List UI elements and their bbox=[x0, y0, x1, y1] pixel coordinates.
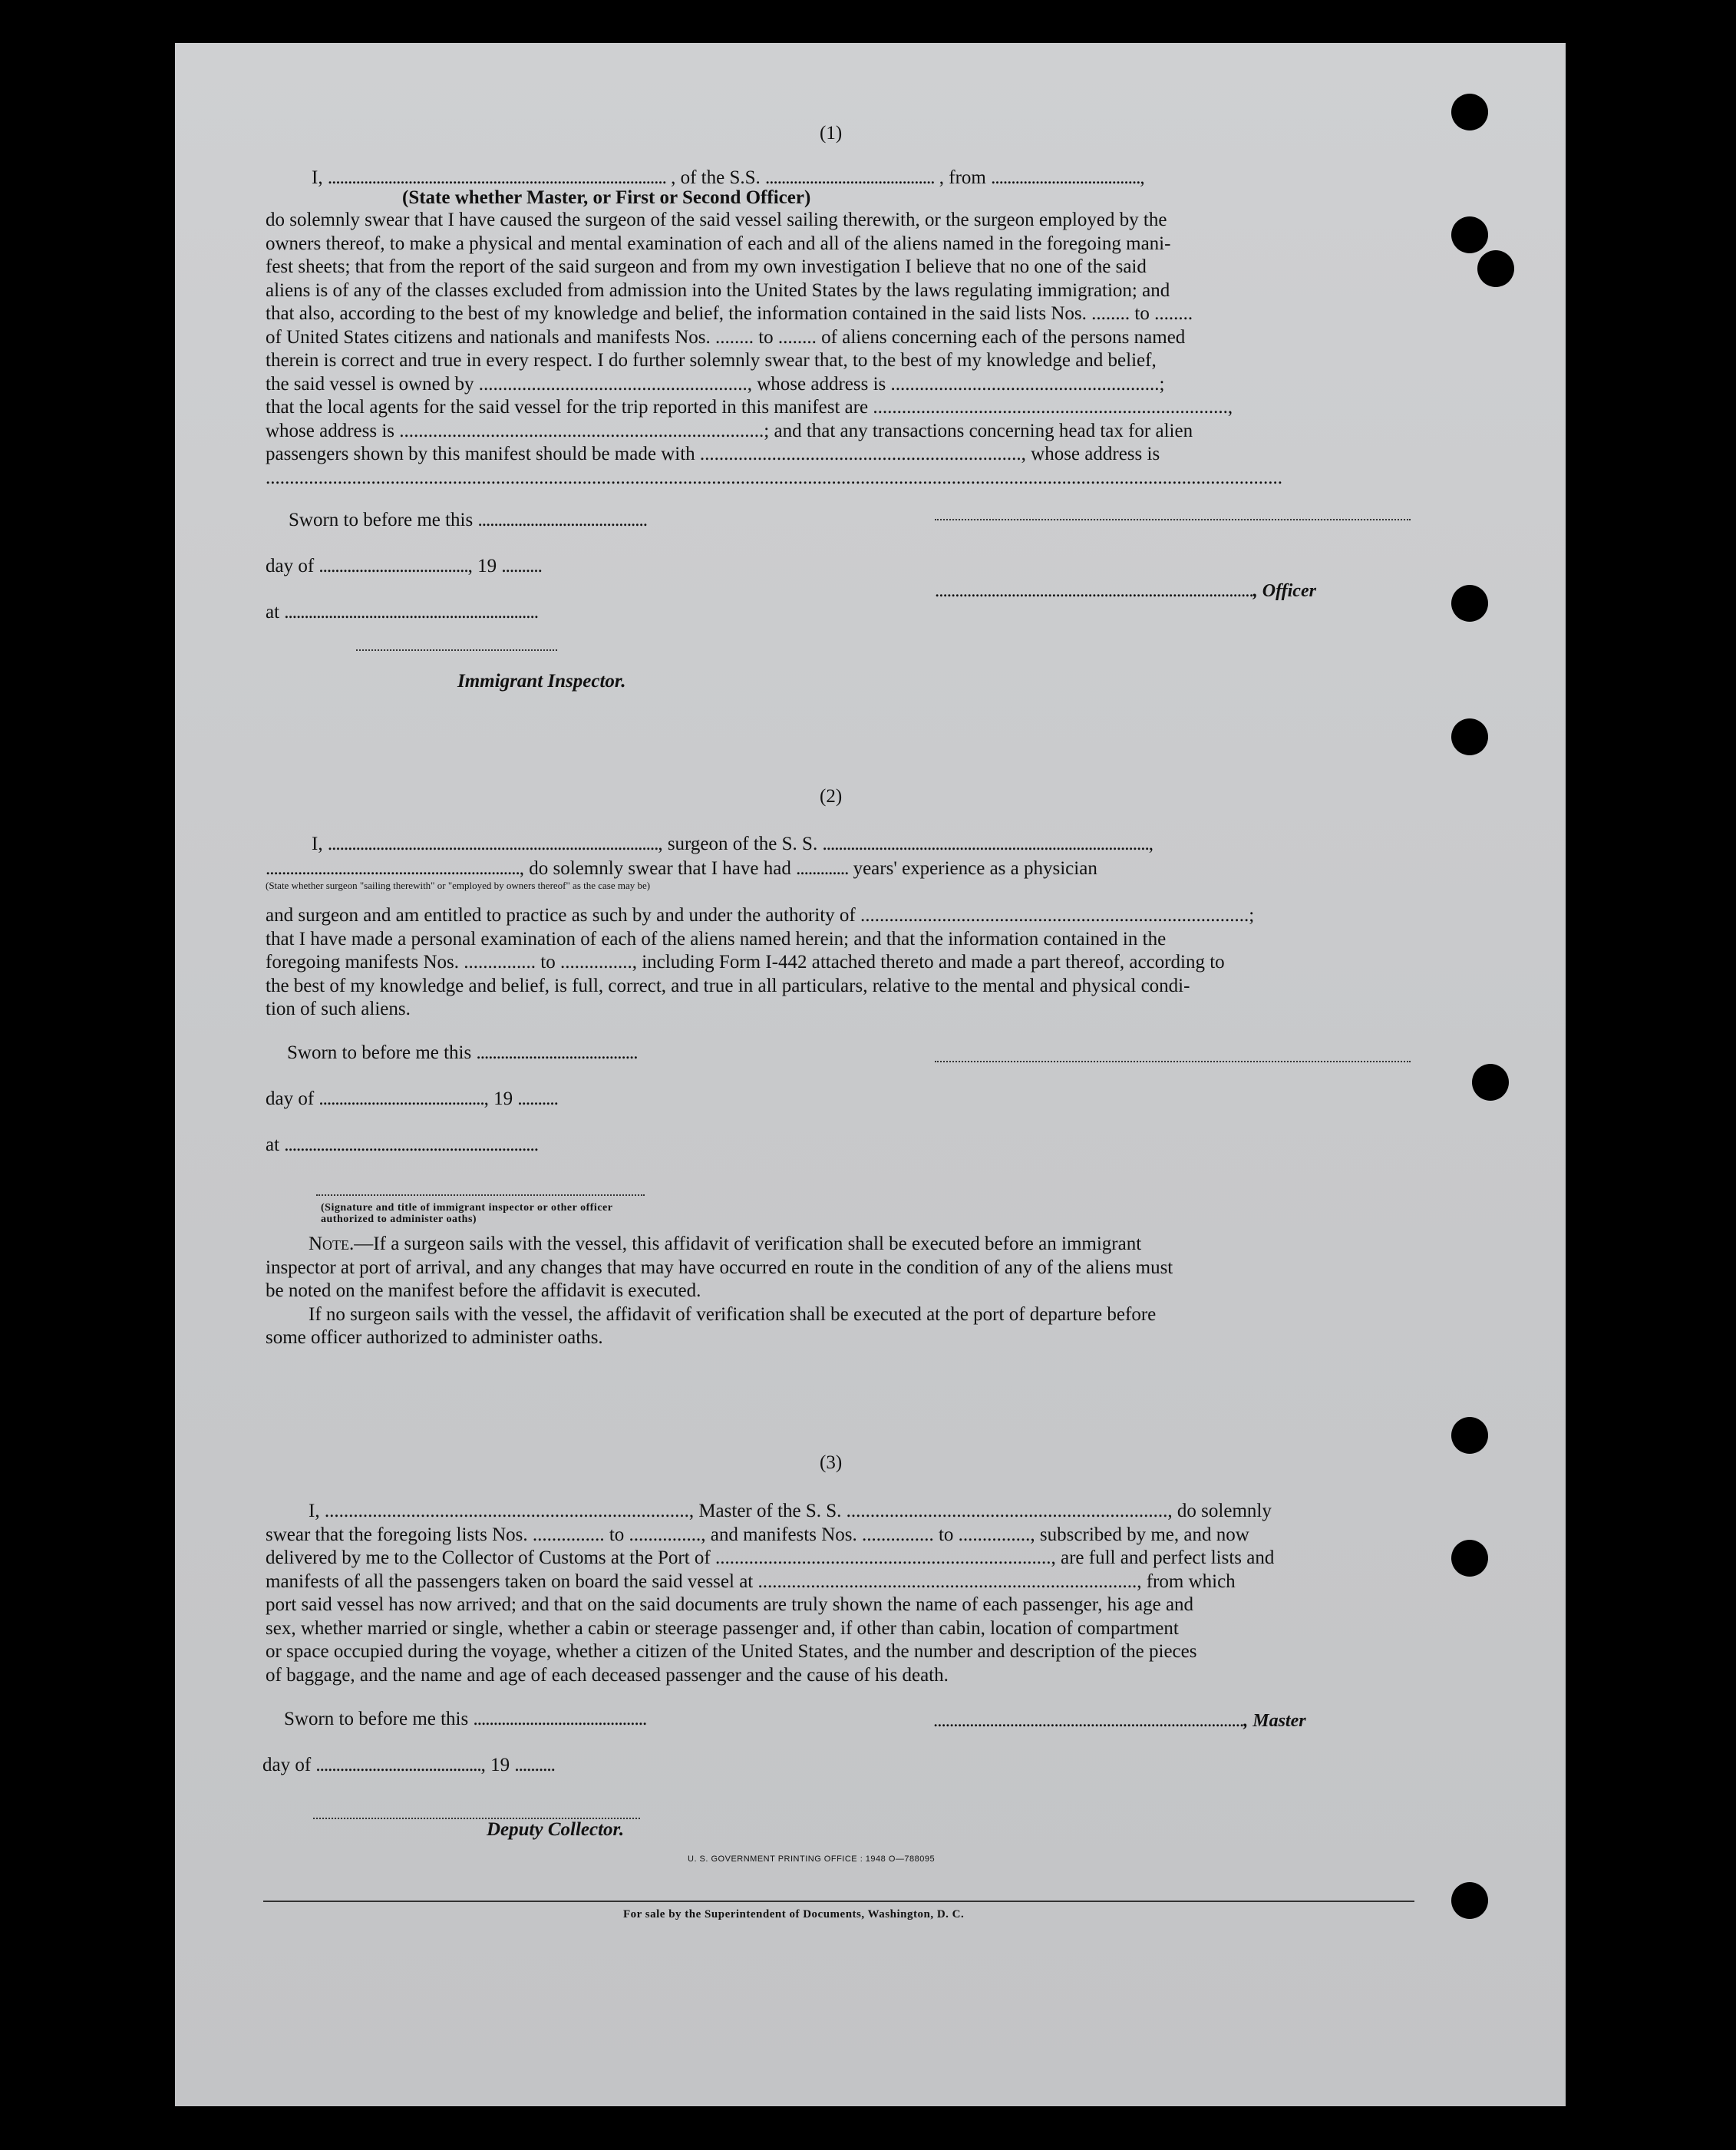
day-of-label: day of bbox=[262, 1755, 312, 1775]
punch-hole bbox=[1451, 585, 1488, 622]
body-line: therein is correct and true in every respect. I do further solemnly swear that, to the best of my knowledge and belief, bbox=[266, 350, 1157, 371]
surgeon-of-label: , surgeon of the S. S. bbox=[658, 834, 818, 854]
year-label: , 19 bbox=[480, 1755, 510, 1775]
note-line: If no surgeon sails with the vessel, the affidavit of verification shall be executed at the port of departure before bbox=[309, 1303, 1157, 1325]
day-field[interactable]: ......................................... bbox=[315, 1755, 481, 1775]
day-row-2 bbox=[266, 1088, 558, 1110]
body-line: that I have made a personal examination of each of the aliens named herein; and that the information contained in the bbox=[266, 928, 1167, 950]
body-line: owners thereof, to make a physical and mental examination of each and all of the aliens named in the foregoing mani- bbox=[266, 233, 1171, 254]
master-label: , Master bbox=[1243, 1711, 1306, 1731]
body-line: the best of my knowledge and belief, is full, correct, and true in all particulars, relative to the mental and physical condi- bbox=[266, 975, 1190, 996]
body-line: aliens is of any of the classes excluded from admission into the United States by the laws regulating immigration; and bbox=[266, 279, 1170, 301]
section-3-body bbox=[266, 1500, 1417, 1687]
section-2-lead: I, bbox=[312, 834, 323, 854]
inspector-signature-line[interactable] bbox=[356, 649, 557, 651]
day-row-3 bbox=[262, 1755, 555, 1776]
sworn-label: Sworn to before me this bbox=[287, 1042, 472, 1063]
years-field[interactable]: ............. bbox=[796, 858, 849, 879]
master-row bbox=[933, 1710, 1306, 1732]
note-paragraph bbox=[266, 1233, 1417, 1350]
surgeon-type-field[interactable]: ............................................................... bbox=[266, 858, 520, 879]
punch-hole bbox=[1451, 1540, 1488, 1577]
body-line: or space occupied during the voyage, whether a citizen of the United States, and the number and description of the pieces bbox=[266, 1641, 1197, 1662]
punch-hole bbox=[1451, 216, 1488, 253]
sworn-row-2 bbox=[287, 1042, 637, 1064]
note-line: be noted on the manifest before the affidavit is executed. bbox=[266, 1280, 701, 1301]
surgeon-vessel-field[interactable]: ................................................................................., bbox=[822, 834, 1153, 854]
sworn-date-field[interactable]: .......................................... bbox=[477, 510, 647, 530]
body-line: tion of such aliens. bbox=[266, 999, 411, 1019]
body-line: port said vessel has now arrived; and that on the said documents are truly shown the name of each passenger, his age and bbox=[266, 1594, 1194, 1615]
note-line: some officer authorized to administer oaths. bbox=[266, 1327, 603, 1348]
body-line: do solemnly swear that I have caused the surgeon of the said vessel sailing therewith, or the surgeon employed by the bbox=[266, 210, 1167, 230]
immigrant-inspector-label: Immigrant Inspector. bbox=[457, 671, 626, 692]
sworn-date-field[interactable]: ........................................... bbox=[473, 1709, 647, 1729]
day-row-1 bbox=[266, 556, 542, 577]
at-field[interactable]: ............................................................... bbox=[284, 602, 539, 623]
inspector-signature-line-2[interactable] bbox=[316, 1194, 645, 1196]
sale-notice: For sale by the Superintendent of Documents, Washington, D. C. bbox=[623, 1908, 965, 1920]
day-field[interactable]: ..................................... bbox=[318, 556, 468, 576]
body-line: .................................................................................................................................................................................................................... bbox=[266, 467, 1282, 488]
officer-signature-field[interactable]: ............................................................................... bbox=[935, 580, 1253, 601]
punch-hole bbox=[1451, 718, 1488, 755]
note-line bbox=[266, 1233, 1417, 1257]
body-line: fest sheets; that from the report of the said surgeon and from my own investigation I believe that no one of the said bbox=[266, 256, 1147, 277]
gpo-imprint: U. S. GOVERNMENT PRINTING OFFICE : 1948 O—788095 bbox=[688, 1854, 936, 1864]
year-field[interactable]: .......... bbox=[501, 556, 542, 576]
years-label: years' experience as a physician bbox=[853, 858, 1097, 879]
signature-title-note: (Signature and title of immigrant inspector or other officer authorized to administer oaths) bbox=[321, 1202, 613, 1225]
body-line: sex, whether married or single, whether a cabin or steerage passenger and, if other than cabin, location of compartment bbox=[266, 1617, 1179, 1639]
body-line: and surgeon and am entitled to practice as such by and under the authority of .................................................................................; bbox=[266, 905, 1255, 926]
sworn-label: Sworn to before me this bbox=[284, 1709, 469, 1729]
day-of-label: day of bbox=[266, 556, 315, 576]
swear-label: , do solemnly swear that I have had bbox=[519, 858, 791, 879]
master-note: (State whether Master, or First or Second Officer) bbox=[402, 187, 811, 208]
section-2-body bbox=[266, 904, 1417, 1022]
body-line: foregoing manifests Nos. ............... to ..............., including Form I-442 attached thereto and made a part thereof, according to bbox=[266, 952, 1225, 973]
master-signature-field[interactable]: ............................................................................. bbox=[933, 1710, 1244, 1731]
punch-hole bbox=[1451, 94, 1488, 130]
footer-rule bbox=[263, 1901, 1414, 1902]
punch-hole bbox=[1472, 1064, 1509, 1101]
at-row-1 bbox=[266, 602, 538, 623]
deputy-collector-label: Deputy Collector. bbox=[487, 1819, 625, 1840]
section-2-number: (2) bbox=[820, 786, 843, 807]
vessel-name-field[interactable]: .......................................... bbox=[765, 167, 935, 188]
body-line: swear that the foregoing lists Nos. ............... to ..............., and manifests Nos. ............... to ..............., subscribed by me, and now bbox=[266, 1524, 1249, 1545]
note-label: Note. bbox=[309, 1234, 355, 1254]
sworn-label: Sworn to before me this bbox=[289, 510, 474, 530]
sworn-row-3 bbox=[284, 1709, 646, 1730]
body-line: that the local agents for the said vessel for the trip reported in this manifest are .........................................................................., bbox=[266, 397, 1233, 418]
surgeon-signature-line[interactable] bbox=[935, 1061, 1411, 1062]
body-line: whose address is ............................................................................; and that any transactions concerning head tax for alien bbox=[266, 420, 1193, 441]
year-label: , 19 bbox=[467, 556, 497, 576]
sworn-row-1 bbox=[289, 510, 647, 531]
section-1-first-line bbox=[312, 167, 1144, 189]
manifest-page bbox=[175, 43, 1566, 2106]
day-field[interactable]: ......................................... bbox=[318, 1088, 484, 1109]
section-2-second-line bbox=[266, 858, 1097, 880]
note-line: inspector at port of arrival, and any changes that may have occurred en route in the condition of any of the aliens must bbox=[266, 1257, 1173, 1278]
body-line: delivered by me to the Collector of Customs at the Port of ......................................................................, are full and perfect lists and bbox=[266, 1547, 1275, 1568]
body-line: manifests of all the passengers taken on board the said vessel at ..............................................................................., from which bbox=[266, 1570, 1236, 1592]
day-of-label: day of bbox=[266, 1088, 315, 1109]
punch-hole bbox=[1477, 250, 1514, 287]
section-1-lead: I, bbox=[312, 167, 323, 188]
section-2-first-line bbox=[312, 834, 1153, 855]
section-1-number: (1) bbox=[820, 123, 843, 144]
section-1-body bbox=[266, 209, 1417, 490]
year-field[interactable]: .......... bbox=[514, 1755, 555, 1775]
at-label: at bbox=[266, 1134, 280, 1155]
officer-label: , Officer bbox=[1252, 581, 1316, 601]
body-line: that also, according to the best of my knowledge and belief, the information contained in the said lists Nos. ........ to ........ bbox=[266, 303, 1193, 324]
of-ss-label: , of the S.S. bbox=[671, 167, 761, 188]
year-field[interactable]: .......... bbox=[517, 1088, 558, 1109]
punch-hole bbox=[1451, 1417, 1488, 1454]
officer-row bbox=[935, 580, 1316, 602]
punch-hole bbox=[1451, 1882, 1488, 1919]
surgeon-state-note: (State whether surgeon "sailing therewith" or "employed by owners thereof" as the case may be) bbox=[266, 880, 651, 891]
from-label: , from bbox=[939, 167, 986, 188]
sworn-date-field[interactable]: ........................................ bbox=[476, 1042, 638, 1063]
officer-signature-line[interactable] bbox=[935, 519, 1411, 520]
at-row-2 bbox=[266, 1134, 538, 1156]
body-line: of United States citizens and nationals and manifests Nos. ........ to ........ of aliens concerning each of the persons named bbox=[266, 326, 1186, 348]
body-line: passengers shown by this manifest should be made with ..................................................................., whose address is bbox=[266, 444, 1160, 464]
officer-name-field[interactable]: .................................................................................... bbox=[327, 167, 666, 188]
note-text: —If a surgeon sails with the vessel, this affidavit of verification shall be executed before an immigrant bbox=[354, 1234, 1142, 1254]
body-line: of baggage, and the name and age of each deceased passenger and the cause of his death. bbox=[266, 1664, 949, 1686]
section-3-number: (3) bbox=[820, 1452, 843, 1473]
from-port-field[interactable]: ....................................., bbox=[991, 167, 1144, 188]
at-field[interactable]: ............................................................... bbox=[284, 1134, 539, 1155]
body-line: I, ............................................................................, Master of the S. S. ..................................................................., do solemnly bbox=[309, 1501, 1272, 1521]
body-line: the said vessel is owned by ........................................................, whose address is ........................................................; bbox=[266, 373, 1165, 395]
year-label: , 19 bbox=[484, 1088, 513, 1109]
at-label: at bbox=[266, 602, 280, 623]
surgeon-name-field[interactable]: .................................................................................. bbox=[327, 834, 658, 854]
